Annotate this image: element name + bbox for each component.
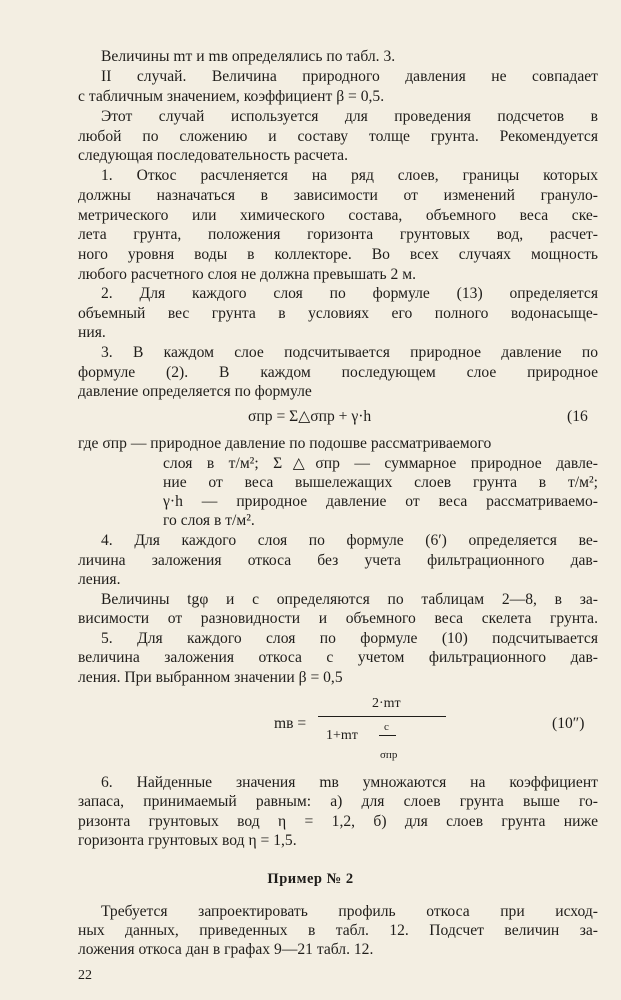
where-line: слоя в т/м²; Σ△σпр — суммарное природное давле- — [163, 455, 598, 472]
formula-10-denominator-c: c — [384, 721, 389, 733]
formula-10-number: (10″) — [552, 715, 585, 732]
text-line: ного уровня воды в коллекторе. Во всех случаях мощность — [78, 246, 598, 263]
where-line: ние от веса вышележащих слоев грунта в т/м²; — [163, 474, 598, 491]
text-line: объемный вес грунта в условиях его полного водонасыще- — [78, 305, 598, 322]
where-line: где σпр — природное давление по подошве рассматриваемого — [78, 435, 492, 452]
text-line: величина заложения откоса с учетом фильтрационного дав- — [78, 649, 598, 666]
text-line: Величины tgφ и с определяются по таблицам 2—8, в за- — [101, 591, 598, 608]
text-line: с табличным значением, коэффициент β = 0,5. — [78, 88, 385, 105]
formula-10-denominator-left: 1+mт — [326, 728, 358, 743]
text-line: лета грунта, положения горизонта грунтовых вод, расчет- — [78, 226, 598, 243]
text-line: Величины mт и mв определялись по табл. 3. — [101, 48, 396, 65]
where-line: γ·h — природное давление от веса рассматриваемо- — [163, 493, 598, 510]
text-line: 4. Для каждого слоя по формуле (6′) определяется ве- — [101, 532, 598, 549]
page-number: 22 — [78, 968, 92, 983]
where-line: го слоя в т/м². — [163, 512, 255, 529]
text-line: запаса, принимаемый равным: а) для слоев грунта выше го- — [78, 793, 598, 810]
text-line: 2. Для каждого слоя по формуле (13) определяется — [101, 285, 598, 302]
formula-16: σпр = Σ△σпр + γ·h — [248, 408, 372, 425]
text-line: любого расчетного слоя не должна превышать 2 м. — [78, 266, 417, 283]
formula-16-number: (16 — [567, 408, 588, 425]
text-line: должны назначаться в зависимости от изменений грануло- — [78, 187, 598, 204]
inner-fraction-bar — [379, 735, 396, 736]
text-line: 5. Для каждого слоя по формуле (10) подсчитывается — [101, 630, 598, 647]
text-line: 3. В каждом слое подсчитывается природное давление по — [101, 344, 598, 361]
text-line: висимости от разновидности и объемного веса скелета грунта. — [78, 610, 598, 627]
text-line: ния. — [78, 324, 106, 341]
text-line: личина заложения откоса без учета фильтрационного дав- — [78, 552, 598, 569]
text-line: 6. Найденные значения mв умножаются на коэффициент — [101, 774, 598, 791]
example-heading: Пример № 2 — [267, 871, 354, 887]
text-line: любой по сложению и составу толще грунта. Рекомендуется — [78, 128, 598, 145]
text-line: метрического или химического состава, объемного веса ске- — [78, 207, 598, 224]
text-line: II случай. Величина природного давления не совпадает — [101, 68, 598, 85]
text-line: давление определяется по формуле — [78, 383, 312, 400]
formula-10-denominator-sigma: σпр — [380, 749, 398, 761]
text-line: следующая последовательность расчета. — [78, 147, 348, 164]
text-line: ных данных, приведенных в табл. 12. Подсчет величин за- — [78, 922, 598, 939]
fraction-bar — [318, 716, 446, 717]
text-line: 1. Откос расчленяется на ряд слоев, границы которых — [101, 167, 598, 184]
text-line: ризонта грунтовых вод η = 1,2, б) для слоев грунта ниже — [78, 813, 598, 830]
formula-10-numerator: 2·mт — [372, 696, 401, 711]
formula-10-lhs: mв = — [274, 715, 307, 732]
text-line: Этот случай используется для проведения подсчетов в — [101, 108, 598, 125]
text-line: ления. При выбранном значении β = 0,5 — [78, 669, 343, 686]
text-line: ложения откоса дан в графах 9—21 табл. 12. — [78, 941, 374, 958]
text-line: Требуется запроектировать профиль откоса при исход- — [101, 903, 598, 920]
text-line: ления. — [78, 571, 121, 588]
text-line: горизонта грунтовых вод η = 1,5. — [78, 832, 297, 849]
text-line: формуле (2). В каждом последующем слое природное — [78, 364, 598, 381]
